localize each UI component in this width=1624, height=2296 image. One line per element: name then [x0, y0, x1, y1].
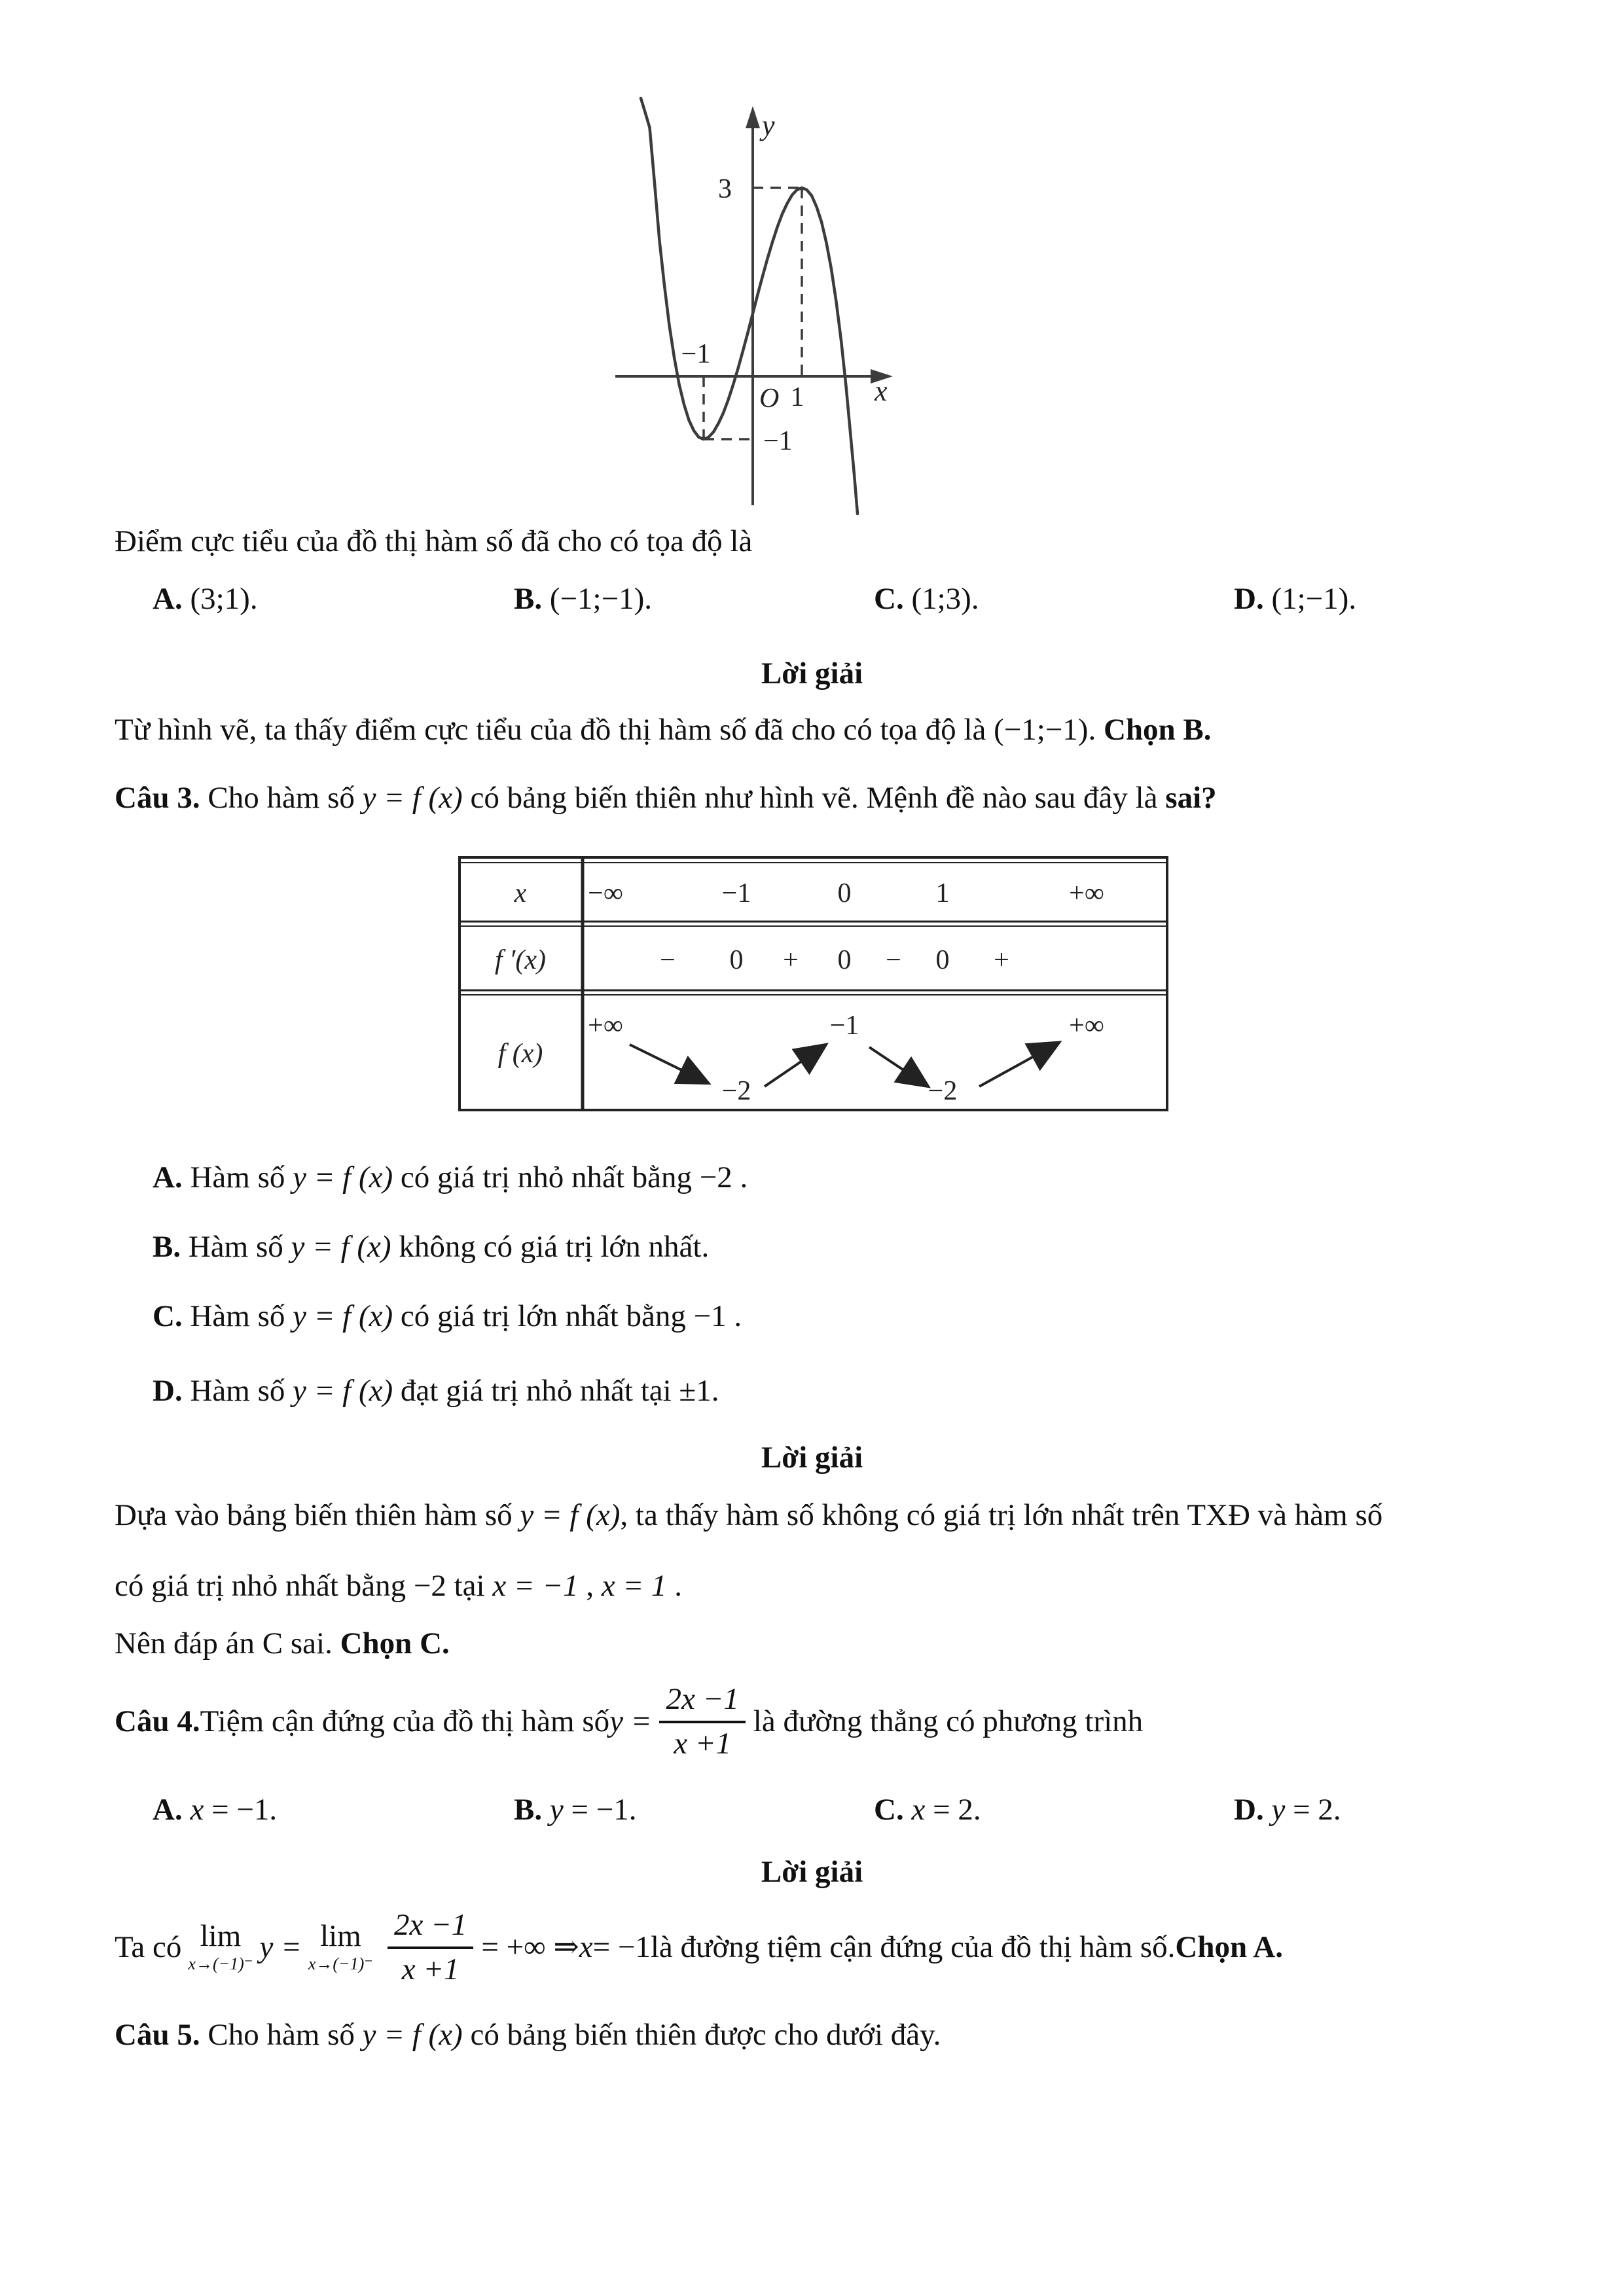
- q4-stem: [115, 1679, 1143, 1764]
- q4-stem-pre: Tiệm cận đứng của đồ thị hàm số: [200, 1704, 610, 1738]
- choice-pre: Hàm số: [182, 1299, 293, 1333]
- choice-var: x: [190, 1793, 204, 1827]
- sign-value: +: [783, 945, 799, 975]
- choice-post: không có giá trị lớn nhất.: [391, 1230, 710, 1264]
- cubic-curve: [641, 98, 857, 514]
- choice-pre: Hàm số: [182, 1160, 293, 1194]
- q5-post: có bảng biến thiên được cho dưới đây.: [462, 2018, 941, 2052]
- f-top-value: +∞: [1069, 1011, 1104, 1041]
- q3-sol1-math: y = f (x): [520, 1498, 621, 1532]
- choice-math: y = f (x): [293, 1299, 393, 1333]
- choice-label: A.: [153, 582, 183, 616]
- y-axis-label: y: [762, 109, 775, 141]
- choice-rest: = 2.: [925, 1793, 981, 1827]
- q4-fraction: [659, 1681, 745, 1761]
- choice-post: đạt giá trị nhỏ nhất tại ±1.: [393, 1374, 719, 1408]
- q2-sol-answer: Chọn B.: [1103, 713, 1212, 747]
- choice-var: x: [911, 1793, 926, 1827]
- q3-choice-a: [153, 1160, 748, 1195]
- q4-sol-eq: = +∞ ⇒: [481, 1930, 579, 1964]
- choice-label: A.: [153, 1793, 183, 1827]
- table-header-f: f (x): [497, 1039, 543, 1069]
- q3-sol3-answer: Chọn C.: [340, 1626, 450, 1660]
- limit-block: [308, 1921, 373, 1973]
- choice-label: A.: [153, 1160, 183, 1194]
- x-value: 0: [837, 878, 852, 908]
- q2-question: [115, 524, 752, 559]
- arrow-down-icon: [869, 1047, 924, 1084]
- tick-label-minus1-y: −1: [763, 426, 793, 456]
- q4-sol-var: x: [579, 1929, 593, 1964]
- fraction-denominator: x +1: [401, 1952, 460, 1986]
- solution-header-text: Lời giải: [761, 1855, 863, 1889]
- q4-label: Câu 4.: [115, 1704, 200, 1738]
- q5-pre: Cho hàm số: [200, 2018, 363, 2052]
- table-border: [460, 857, 1167, 1110]
- choice-label: B.: [514, 582, 543, 616]
- q3-sol1-pre: Dựa vào bảng biến thiên hàm số: [115, 1498, 520, 1532]
- q5-stem: [115, 2017, 941, 2053]
- q2-question-text: Điểm cực tiểu của đồ thị hàm số đã cho có tọa độ là: [115, 524, 753, 558]
- tick-label-1: 1: [790, 382, 804, 412]
- choice-post: có giá trị lớn nhất bằng −1 .: [393, 1299, 742, 1333]
- tick-label-3: 3: [718, 174, 732, 204]
- q3-choice-c: [153, 1299, 742, 1334]
- q3-sol2-end: .: [666, 1569, 682, 1603]
- q4-choice-c: [874, 1792, 981, 1827]
- q2-sol-dot: .: [1088, 713, 1104, 747]
- function-graph-figure: [589, 92, 1021, 524]
- q4-choice-d: [1234, 1792, 1341, 1827]
- table-header-x: x: [514, 878, 527, 908]
- f-bottom-value: −2: [721, 1076, 751, 1106]
- q4-sol-fraction: [388, 1907, 473, 1987]
- choice-label: C.: [874, 1793, 904, 1827]
- q3-choice-b: [153, 1229, 709, 1265]
- choice-label: C.: [153, 1299, 183, 1333]
- choice-value: (1;3).: [911, 582, 979, 616]
- sign-value: −: [660, 945, 676, 975]
- q3-sol1-post: , ta thấy hàm số không có giá trị lớn nhất trên TXĐ và hàm số: [620, 1498, 1383, 1532]
- sign-value: 0: [935, 945, 950, 975]
- q2-choice-c: [874, 581, 979, 617]
- tick-label-minus1-x: −1: [681, 339, 711, 369]
- choice-rest: = 2.: [1285, 1793, 1341, 1827]
- f-top-value: −1: [829, 1011, 859, 1041]
- q3-sol2-pre: có giá trị nhỏ nhất bằng −2 tại: [115, 1569, 493, 1603]
- choice-math: y = f (x): [291, 1230, 391, 1264]
- choice-value: (−1;−1).: [549, 582, 652, 616]
- lim-word: lim: [320, 1919, 361, 1953]
- y-axis-arrowhead-icon: [746, 106, 760, 128]
- q4-sol-pre: Ta có: [115, 1929, 182, 1964]
- q4-choice-b: [514, 1792, 637, 1827]
- choice-label: B.: [153, 1230, 181, 1264]
- fraction-denominator: x +1: [674, 1727, 732, 1761]
- choice-post: có giá trị nhỏ nhất bằng −2 .: [393, 1160, 748, 1194]
- fraction-numerator: 2x −1: [659, 1681, 745, 1723]
- sign-value: −: [886, 945, 901, 975]
- q2-solution-header: [0, 656, 1624, 691]
- q4-solution-line: [115, 1906, 1283, 1988]
- q4-sol-y: y =: [259, 1929, 302, 1964]
- q3-stem-post: có bảng biến thiên như hình vẽ. Mệnh đề nào sau đây là: [462, 781, 1166, 815]
- q4-sol-eq2: = −1: [592, 1929, 651, 1964]
- lim-subscript: x→(−1)⁻: [308, 1954, 373, 1973]
- q3-solution-line3: [115, 1626, 450, 1661]
- q3-stem-pre: Cho hàm số: [200, 781, 363, 815]
- q2-sol-pre: Từ hình vẽ, ta thấy điểm cực tiểu của đồ thị hàm số đã cho có tọa độ là: [115, 713, 994, 747]
- arrow-up-icon: [979, 1045, 1055, 1086]
- sign-value: +: [994, 945, 1009, 975]
- choice-label: D.: [153, 1374, 183, 1408]
- origin-label: O: [759, 384, 780, 414]
- q2-solution-line: [115, 712, 1212, 747]
- choice-pre: Hàm số: [181, 1230, 291, 1264]
- x-value: −1: [721, 878, 751, 908]
- q3-stem-math: y = f (x): [362, 781, 463, 815]
- q4-choice-row: [0, 1792, 1624, 1857]
- choice-rest: = −1.: [563, 1793, 637, 1827]
- choice-var: y: [549, 1793, 564, 1827]
- choice-pre: Hàm số: [182, 1374, 293, 1408]
- q3-solution-line2: [115, 1568, 682, 1604]
- q3-solution-header: [0, 1440, 1624, 1475]
- q3-stem: [115, 780, 1217, 816]
- q2-choice-d: [1234, 581, 1356, 617]
- q3-sol2-math1: x = −1: [492, 1569, 579, 1603]
- table-header-fprime: f ′(x): [495, 945, 546, 975]
- limit-block: [188, 1921, 253, 1973]
- q3-sol2-sep: ,: [578, 1569, 602, 1603]
- q5-label: Câu 5.: [115, 2018, 200, 2052]
- arrow-up-icon: [765, 1047, 822, 1086]
- q2-choice-row: [0, 581, 1624, 647]
- q3-sol3-text: Nên đáp án C sai.: [115, 1626, 340, 1660]
- q2-choice-a: [153, 581, 258, 617]
- choice-math: y = f (x): [293, 1160, 393, 1194]
- lim-word: lim: [200, 1919, 242, 1953]
- f-bottom-value: −2: [928, 1076, 958, 1106]
- q2-sol-math: (−1;−1): [994, 713, 1089, 747]
- sign-value: 0: [837, 945, 852, 975]
- x-value: −∞: [588, 878, 623, 908]
- q3-solution-line1: [115, 1498, 1382, 1533]
- solution-header-text: Lời giải: [761, 1441, 863, 1475]
- choice-label: B.: [514, 1793, 543, 1827]
- solution-header-text: Lời giải: [761, 656, 863, 691]
- q4-solution-header: [0, 1854, 1624, 1890]
- q3-choice-d: [153, 1373, 719, 1408]
- fraction-numerator: 2x −1: [388, 1907, 473, 1949]
- choice-math: y = f (x): [293, 1374, 393, 1408]
- sign-value: 0: [729, 945, 744, 975]
- q3-label: Câu 3.: [115, 781, 200, 815]
- x-axis-label: x: [875, 375, 888, 407]
- choice-label: C.: [874, 582, 904, 616]
- q3-stem-bold: sai?: [1165, 781, 1217, 815]
- choice-label: D.: [1234, 1793, 1264, 1827]
- variation-table: [458, 856, 1168, 1111]
- q5-math: y = f (x): [362, 2018, 463, 2052]
- q4-stem-y: y =: [609, 1704, 652, 1738]
- choice-var: y: [1271, 1793, 1286, 1827]
- q4-sol-post: là đường tiệm cận đứng của đồ thị hàm số.: [650, 1929, 1176, 1964]
- q2-choice-b: [514, 581, 652, 617]
- x-value: +∞: [1069, 878, 1104, 908]
- choice-value: (3;1).: [190, 582, 258, 616]
- choice-label: D.: [1234, 582, 1264, 616]
- x-value: 1: [935, 878, 950, 908]
- arrow-down-icon: [630, 1045, 704, 1081]
- q4-choice-a: [153, 1792, 277, 1827]
- choice-value: (1;−1).: [1271, 582, 1357, 616]
- q4-stem-post: là đường thẳng có phương trình: [753, 1704, 1144, 1738]
- f-top-value: +∞: [588, 1011, 623, 1041]
- q3-sol2-math2: x = 1: [601, 1569, 667, 1603]
- choice-rest: = −1.: [204, 1793, 278, 1827]
- lim-subscript: x→(−1)⁻: [188, 1954, 253, 1973]
- q4-sol-answer: Chọn A.: [1175, 1929, 1283, 1964]
